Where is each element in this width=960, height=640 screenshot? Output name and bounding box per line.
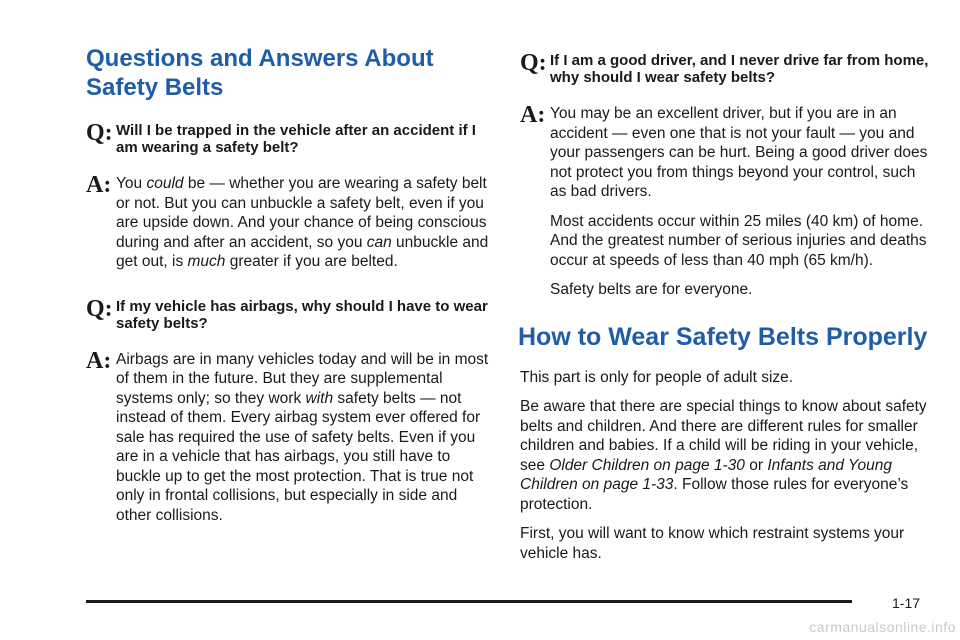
body-text-part: Be aware that there are special things to know about safety belts and children. And there are different rules for smaller children and babies. If a child will be riding in your vehicle, see	[520, 398, 927, 474]
cross-reference-link[interactable]: Older Children on page 1-30	[549, 456, 745, 474]
answer-emphasis: much	[187, 253, 226, 270]
body-paragraph: This part is only for people of adult size.	[520, 368, 794, 386]
right-column	[520, 52, 930, 573]
answer-text: You may be an excellent driver, but if you are in an accident — even one that is not your fault — you and your passengers can be hurt. Being a good driver does not protect you from things beyond your control, such as bad drivers.	[550, 105, 928, 200]
body-paragraph	[520, 397, 930, 514]
section-title-wear: How to Wear Safety Belts Properly	[518, 322, 928, 351]
answer-marker: A:	[520, 102, 546, 128]
cross-reference-link[interactable]: Infants and Young Children on page 1-33	[520, 456, 893, 493]
watermark: carmanualsonline.info	[809, 619, 956, 635]
question-1	[86, 122, 496, 156]
answer-text-part: be — whether you are wearing a safety belt or not. But you can unbuckle a safety belt, even if you are upside down. And your chance of being conscious during and after an accident, so you	[116, 175, 487, 251]
answer-paragraph: Safety belts are for everyone.	[550, 281, 753, 298]
answer-text-part: greater if you are belted.	[225, 253, 398, 270]
answer-1	[86, 174, 496, 272]
question-marker: Q:	[86, 120, 113, 146]
answer-text	[116, 174, 496, 272]
page-number: 1-17	[892, 595, 921, 611]
answer-text-part: Airbags are in many vehicles today and will be in most of them in the future. But they are supplemental systems only; so they work	[116, 350, 489, 407]
left-column	[86, 44, 496, 551]
question-text: If my vehicle has airbags, why should I have to wear safety belts?	[116, 297, 488, 332]
answer-text	[116, 350, 496, 526]
footer-rule	[86, 600, 852, 603]
answer-emphasis: can	[366, 233, 392, 251]
answer-marker: A:	[86, 347, 112, 374]
answer-text-part: You	[116, 175, 147, 192]
answer-marker: A:	[86, 172, 112, 198]
answer-3-first	[520, 104, 930, 202]
question-marker: Q:	[520, 50, 547, 76]
answer-3	[520, 104, 930, 300]
body-text-part: . Follow those rules for everyone’s protection.	[520, 476, 909, 513]
section-title-qa: Questions and Answers About Safety Belts	[86, 45, 434, 101]
answer-2	[86, 347, 496, 526]
answer-text-part: safety belts — not instead of them. Every airbag system ever offered for sale has required the use of safety belts. Even if you are in a vehicle that has airbags, you still have to buckle up to get the most protection. That is true not only in frontal collisions, but especially in side and other collisions.	[116, 389, 481, 524]
question-text: Will I be trapped in the vehicle after an accident if I am wearing a safety belt?	[116, 122, 476, 156]
answer-text-part: unbuckle and get out, is	[116, 233, 489, 270]
body-text-part: or	[744, 456, 768, 474]
question-marker: Q:	[86, 295, 113, 322]
question-text: If I am a good driver, and I never drive far from home, why should I wear safety belts?	[550, 52, 929, 86]
question-3	[520, 52, 930, 86]
body-paragraph: First, you will want to know which restraint systems your vehicle has.	[520, 525, 905, 562]
answer-emphasis: with	[305, 389, 334, 407]
answer-emphasis: could	[146, 175, 184, 192]
answer-paragraph: Most accidents occur within 25 miles (40 km) of home. And the greatest number of serious injuries and deaths occur at speeds of less than 40 mph (65 km/h).	[550, 212, 927, 269]
question-2	[86, 295, 496, 332]
